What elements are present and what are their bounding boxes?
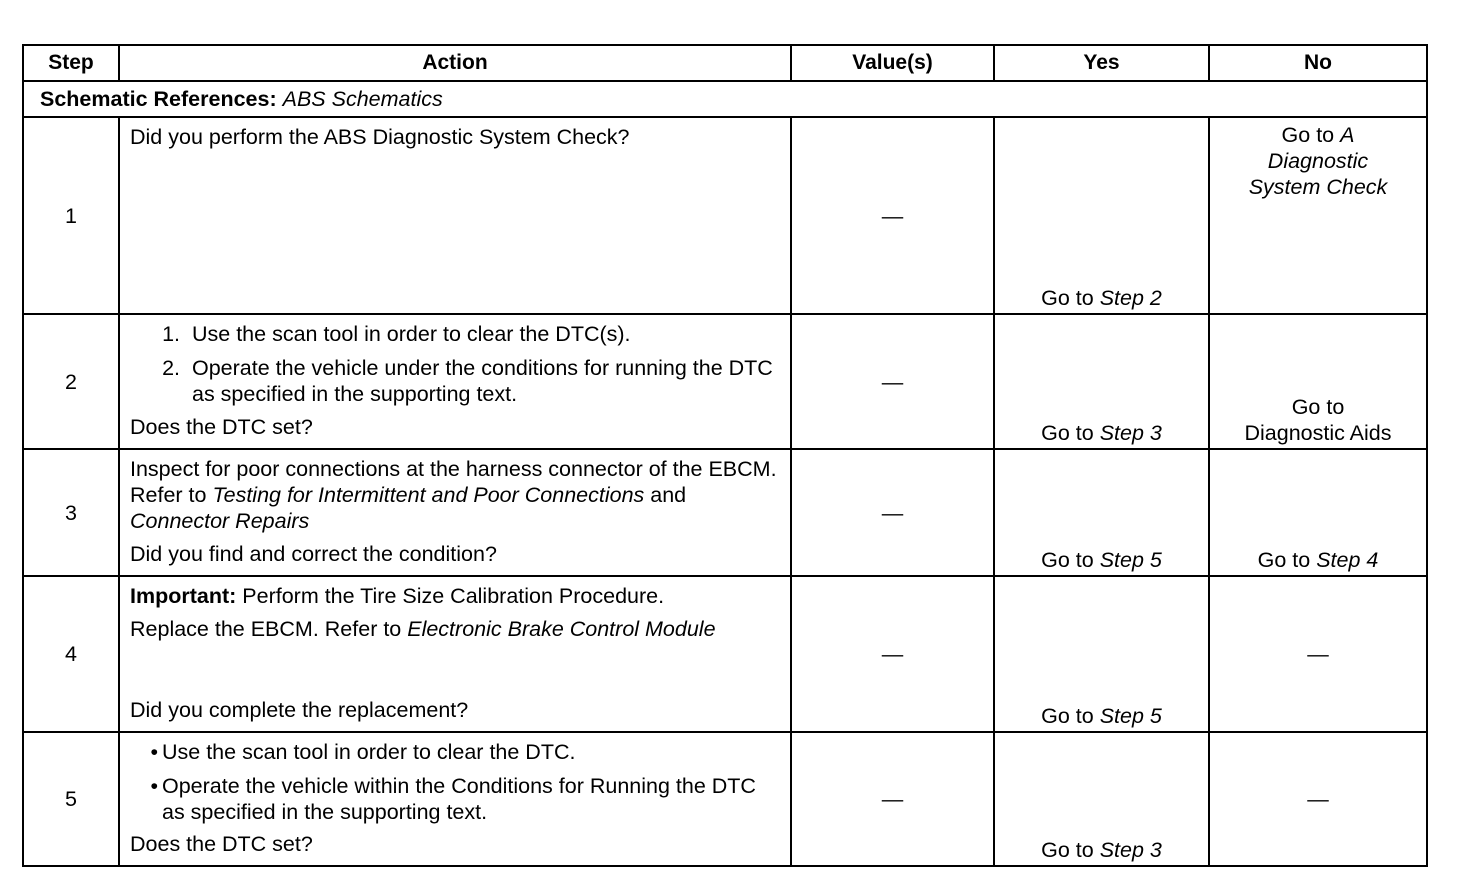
action-step: 1. Use the scan tool in order to clear the DTC(s). [186, 321, 780, 347]
no-cell [1209, 314, 1427, 449]
value-cell [791, 314, 994, 449]
diagnostic-table [22, 44, 1428, 867]
yes-cell [994, 732, 1209, 866]
action-reference: Testing for Intermittent and Poor Connections [212, 483, 645, 507]
header-yes: Yes [994, 45, 1209, 81]
yes-cell [994, 576, 1209, 732]
value-dash: — [881, 203, 904, 228]
action-text-part: Replace the EBCM. Refer to [130, 617, 408, 641]
goto-label: Go to [1041, 421, 1100, 445]
action-bullet: • Operate the vehicle within the Conditions for Running the DTC as specified in the supporting text. [158, 773, 780, 825]
yes-cell [994, 314, 1209, 449]
table-row [23, 449, 1427, 576]
goto-label: Go to [1257, 548, 1317, 572]
step-number: 5 [23, 732, 119, 866]
no-cell [1209, 449, 1427, 576]
goto-target: Diagnostic [1267, 149, 1369, 173]
important-note [130, 583, 780, 609]
action-question: Did you find and correct the condition? [130, 542, 497, 566]
action-text: Did you perform the ABS Diagnostic System Check? [130, 125, 630, 149]
yes-goto [995, 420, 1208, 446]
table-row [23, 732, 1427, 866]
value-dash: — [881, 642, 904, 666]
value-cell [791, 117, 994, 314]
table-row [23, 117, 1427, 314]
action-step: 2. Operate the vehicle under the conditions for running the DTC as specified in the supporting text. [186, 355, 780, 407]
action-reference: Connector Repairs [130, 509, 310, 533]
no-goto [1210, 547, 1426, 573]
action-cell [119, 314, 791, 449]
no-dash: — [1307, 787, 1329, 811]
step-number: 1 [23, 117, 119, 314]
schematic-label: Schematic References: [40, 87, 277, 111]
action-bullet: • Use the scan tool in order to clear the DTC. [158, 739, 780, 765]
step-number: 2 [23, 314, 119, 449]
no-goto [1210, 394, 1426, 446]
no-goto [1210, 118, 1426, 200]
table-row [23, 314, 1427, 449]
goto-label: Go to [1041, 548, 1100, 572]
no-cell [1209, 117, 1427, 314]
value-dash: — [881, 500, 904, 525]
yes-goto [995, 547, 1208, 573]
action-question: Does the DTC set? [130, 415, 313, 439]
header-values: Value(s) [791, 45, 994, 81]
goto-label: Go to [1291, 395, 1345, 419]
no-cell [1209, 576, 1427, 732]
goto-label: Go to [1281, 123, 1341, 147]
action-cell [119, 576, 791, 732]
no-cell [1209, 732, 1427, 866]
step-number: 3 [23, 449, 119, 576]
important-text: Perform the Tire Size Calibration Procedure. [236, 584, 665, 608]
yes-cell [994, 117, 1209, 314]
goto-target: Diagnostic Aids [1244, 421, 1392, 445]
action-text [130, 617, 780, 641]
action-text-part: and [644, 483, 687, 507]
header-action: Action [119, 45, 791, 81]
goto-target: Step 2 [1099, 286, 1162, 310]
value-dash: — [881, 369, 904, 394]
table-row [23, 576, 1427, 732]
goto-target: Step 5 [1099, 704, 1162, 728]
action-text [130, 456, 780, 534]
action-reference: Electronic Brake Control Module [407, 617, 716, 641]
action-bullets [130, 739, 780, 825]
value-dash: — [881, 787, 904, 811]
header-no: No [1209, 45, 1427, 81]
schematic-references [23, 81, 1427, 117]
goto-target: Step 3 [1099, 421, 1162, 445]
action-cell [119, 449, 791, 576]
action-cell [119, 732, 791, 866]
goto-target: A [1340, 123, 1355, 147]
yes-goto [995, 837, 1208, 863]
goto-target: Step 3 [1099, 838, 1162, 862]
goto-label: Go to [1041, 704, 1100, 728]
schematic-row [23, 81, 1427, 117]
goto-label: Go to [1041, 286, 1100, 310]
yes-cell [994, 449, 1209, 576]
action-question: Does the DTC set? [130, 832, 313, 856]
header-row [23, 45, 1427, 81]
yes-goto [995, 703, 1208, 729]
value-cell [791, 576, 994, 732]
schematic-value: ABS Schematics [282, 87, 443, 111]
action-steps [130, 321, 780, 407]
action-question: Did you complete the replacement? [130, 698, 469, 722]
goto-target: System Check [1248, 175, 1388, 199]
important-label: Important: [130, 584, 237, 608]
value-cell [791, 449, 994, 576]
no-dash: — [1307, 642, 1329, 666]
yes-goto [995, 285, 1208, 311]
goto-target: Step 4 [1316, 548, 1379, 572]
header-step: Step [23, 45, 119, 81]
goto-target: Step 5 [1099, 548, 1162, 572]
action-text-part: Inspect for poor connections at the harness connector of the EBCM. Refer to [130, 457, 777, 507]
action-cell [119, 117, 791, 314]
value-cell [791, 732, 994, 866]
goto-label: Go to [1041, 838, 1100, 862]
step-number: 4 [23, 576, 119, 732]
